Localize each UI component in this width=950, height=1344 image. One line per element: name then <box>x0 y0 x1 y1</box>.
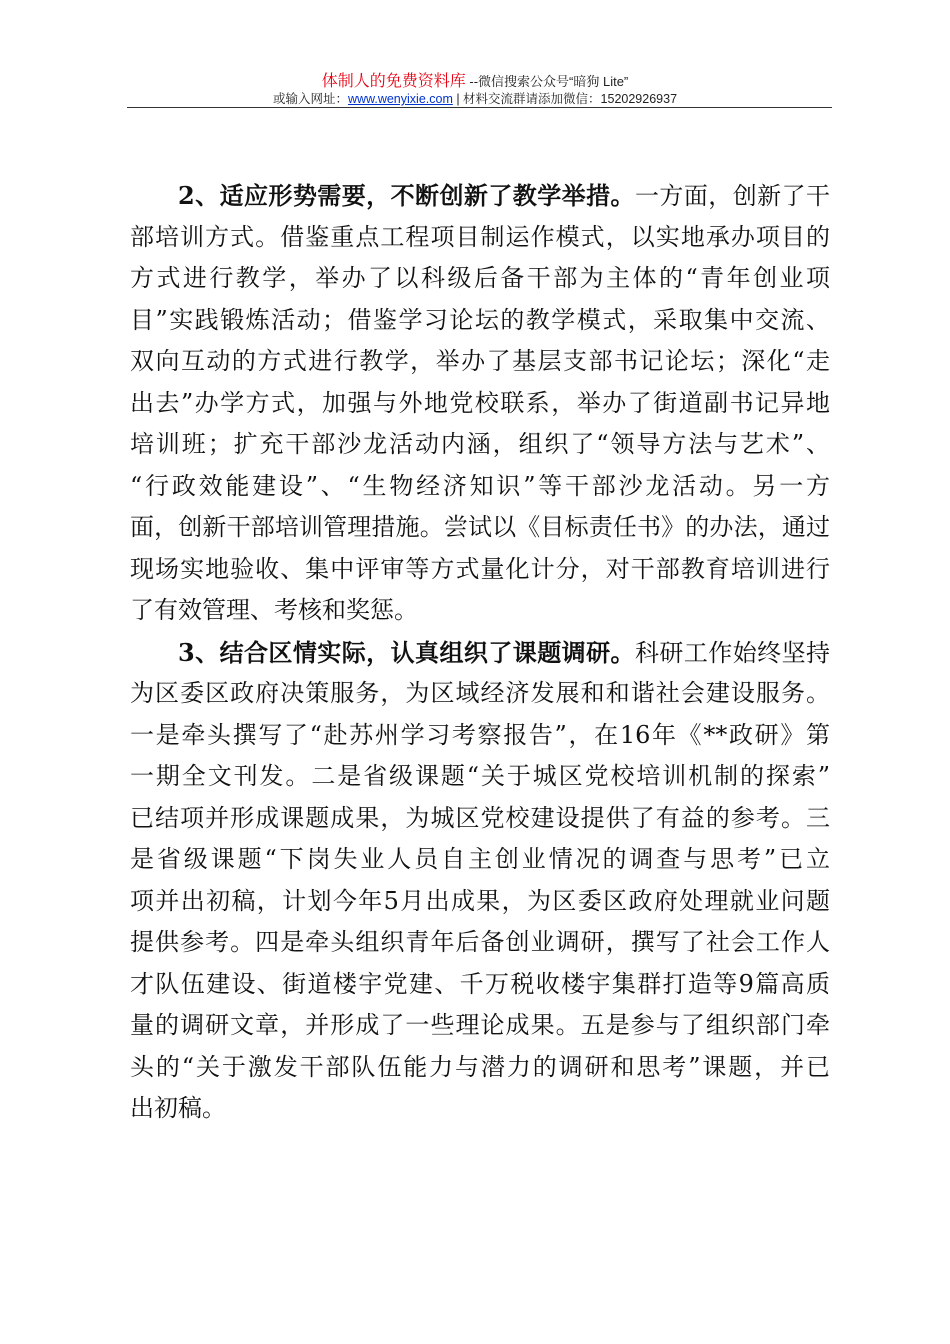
paragraph-line <box>130 798 830 840</box>
paragraph-line <box>130 1088 830 1130</box>
paragraph-line <box>130 217 830 259</box>
paragraph-line <box>130 549 830 591</box>
header-contact <box>0 89 950 107</box>
paragraph-line <box>130 383 830 425</box>
header-divider <box>127 107 832 108</box>
paragraph-line <box>130 881 830 923</box>
tagline: --微信搜索公众号“暗狗 Lite” <box>465 74 629 89</box>
paragraph-line <box>130 922 830 964</box>
line-text: 部培训方式。借鉴重点工程项目制运作模式，以实地承办项目的 <box>130 222 830 251</box>
paragraph-line <box>130 258 830 300</box>
line-text: 量的调研文章，并形成了一些理论成果。五是参与了组织部门牵 <box>130 1011 830 1039</box>
paragraph-line <box>130 673 830 715</box>
paragraph-line <box>130 507 830 549</box>
paragraph-line <box>130 1005 830 1047</box>
line-text: 目”实践锻炼活动；借鉴学习论坛的教学模式，采取集中交流、 <box>130 305 830 334</box>
paragraph-line <box>130 756 830 798</box>
line-text: 科研工作始终坚持 <box>634 638 831 667</box>
paragraph-line <box>130 715 830 757</box>
line-text: 培训班；扩充干部沙龙活动内涵，组织了“领导方法与艺术”、 <box>130 430 830 458</box>
line-text: “行政效能建设”、“生物经济知识”等干部沙龙活动。另一方 <box>130 471 830 500</box>
brand-text: 体制人的免费资料库 <box>321 73 466 90</box>
paragraph-heading: 2、适应形势需要，不断创新了教学举措。 <box>178 181 635 210</box>
paragraph-heading: 3、结合区情实际，认真组织了课题调研。 <box>178 637 635 667</box>
line-text: 面，创新干部培训管理措施。尝试以《目标责任书》的办法，通过 <box>130 513 830 541</box>
line-text: 提供参考。四是牵头组织青年后备创业调研，撰写了社会工作人 <box>130 928 830 956</box>
paragraph-line <box>130 300 830 342</box>
document-body <box>130 175 830 1130</box>
line-text: 了有效管理、考核和奖惩。 <box>130 596 418 624</box>
line-text: 一方面，创新了干 <box>634 182 831 210</box>
line-text: 项并出初稿，计划今年5月出成果，为区委区政府处理就业问题 <box>130 886 830 915</box>
line-text: 为区委区政府决策服务，为区域经济发展和和谐社会建设服务。 <box>130 679 830 707</box>
watermark-header <box>0 68 950 91</box>
paragraph-line <box>130 466 830 508</box>
line-text: 双向互动的方式进行教学，举办了基层支部书记论坛；深化“走 <box>130 347 830 375</box>
contact-text: | 材料交流群请添加微信：15202926937 <box>452 92 678 106</box>
paragraph-line <box>130 839 830 881</box>
line-text: 头的“关于激发干部队伍能力与潜力的调研和思考”课题，并已 <box>130 1052 830 1081</box>
url-prefix: 或输入网址： <box>272 92 348 106</box>
paragraph-line <box>130 964 830 1006</box>
paragraph-line <box>130 1047 830 1089</box>
paragraph-line <box>130 424 830 466</box>
line-text: 一期全文刊发。二是省级课题“关于城区党校培训机制的探索” <box>130 762 830 790</box>
line-text: 才队伍建设、街道楼宇党建、千万税收楼宇集群打造等9篇高质 <box>130 969 830 998</box>
line-text: 一是牵头撰写了“赴苏州学习考察报告”，在16年《**政研》第 <box>130 720 830 749</box>
line-text: 是省级课题“下岗失业人员自主创业情况的调查与思考”已立 <box>130 845 830 873</box>
line-text: 现场实地验收、集中评审等方式量化计分，对干部教育培训进行 <box>130 554 830 583</box>
line-text: 出去”办学方式，加强与外地党校联系，举办了街道副书记异地 <box>130 388 830 417</box>
line-text: 出初稿。 <box>130 1094 226 1122</box>
paragraph-line <box>130 175 830 217</box>
website-link[interactable]: www.wenyixie.com <box>347 92 453 106</box>
paragraph-line <box>130 590 830 632</box>
line-text: 已结项并形成课题成果，为城区党校建设提供了有益的参考。三 <box>130 803 830 832</box>
paragraph-line <box>130 341 830 383</box>
line-text: 方式进行教学，举办了以科级后备干部为主体的“青年创业项 <box>130 264 830 292</box>
paragraph-line <box>130 632 830 674</box>
